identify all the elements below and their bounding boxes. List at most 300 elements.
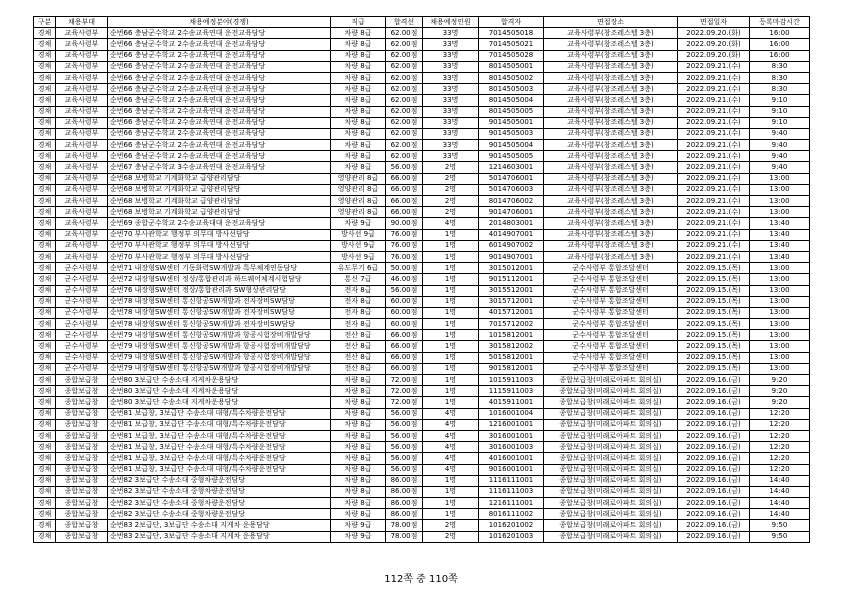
table-row [34,95,810,106]
cell-category: 경채 [34,218,56,229]
cell-category: 경채 [34,285,56,296]
cell-applicant: 9016001001 [479,464,544,475]
cell-interview-date: 2022.09.16.(금) [678,442,750,453]
cell-deadline: 8:30 [750,61,810,72]
cell-interview-date: 2022.09.21.(수) [678,240,750,251]
cell-deadline: 9:40 [750,162,810,173]
cell-category: 경채 [34,363,56,374]
cell-interview-place: 군수사령부 통합조달센터 [544,274,678,285]
cell-interview-date: 2022.09.16.(금) [678,386,750,397]
cell-interview-place: 교육사령부(창조레스텔 3층) [544,140,678,151]
cell-planned-count: 2명 [423,173,479,184]
cell-cutoff: 60.00점 [386,307,423,318]
table-row [34,173,810,184]
cell-deadline: 16:00 [750,39,810,50]
cell-cutoff: 56.00점 [386,408,423,419]
cell-interview-place: 종합보급창(미래로아파트 회의실) [544,419,678,430]
cell-grade: 전자 8급 [331,307,386,318]
cell-interview-place: 종합보급창(미래로아파트 회의실) [544,520,678,531]
cell-interview-place: 교육사령부(창조레스텔 3층) [544,117,678,128]
cell-interview-place: 교육사령부(창조레스텔 3층) [544,61,678,72]
table-row [34,28,810,39]
cell-interview-date: 2022.09.20.(화) [678,28,750,39]
cell-unit: 군수사령부 [56,352,108,363]
cell-category: 경채 [34,319,56,330]
cell-unit: 종합보급창 [56,419,108,430]
cell-deadline: 13:00 [750,330,810,341]
cell-applicant: 8014505003 [479,84,544,95]
cell-applicant: 1015812001 [479,330,544,341]
cell-planned-count: 1명 [423,498,479,509]
cell-field: 순번78 내장형SW센터 통신항공SW개발과 전자장비SW담당 [108,319,331,330]
cell-interview-place: 교육사령부(창조레스텔 3층) [544,251,678,262]
cell-deadline: 9:10 [750,106,810,117]
cell-interview-place: 교육사령부(창조레스텔 3층) [544,184,678,195]
cell-cutoff: 46.00점 [386,274,423,285]
cell-unit: 종합보급창 [56,442,108,453]
cell-deadline: 13:00 [750,341,810,352]
cell-deadline: 9:50 [750,531,810,542]
cell-field: 순번79 내장형SW센터 통신항공SW개발과 항공시험장비개발담당 [108,330,331,341]
cell-applicant: 8014505005 [479,106,544,117]
cell-category: 경채 [34,408,56,419]
cell-deadline: 13:00 [750,263,810,274]
cell-interview-place: 종합보급창(미래로아파트 회의실) [544,498,678,509]
cell-cutoff: 62.00점 [386,140,423,151]
table-row [34,84,810,95]
cell-applicant: 7014505028 [479,50,544,61]
cell-applicant: 4014907001 [479,229,544,240]
cell-unit: 종합보급창 [56,375,108,386]
header-deadline: 등록마감시간 [750,17,810,28]
cell-grade: 차량 8급 [331,117,386,128]
cell-interview-date: 2022.09.16.(금) [678,486,750,497]
cell-planned-count: 33명 [423,39,479,50]
cell-applicant: 3015712001 [479,296,544,307]
cell-unit: 종합보급창 [56,453,108,464]
cell-deadline: 12:20 [750,419,810,430]
cell-unit: 군수사령부 [56,307,108,318]
cell-unit: 종합보급창 [56,486,108,497]
cell-unit: 교육사령부 [56,28,108,39]
cell-planned-count: 1명 [423,341,479,352]
cell-interview-place: 종합보급창(미래로아파트 회의실) [544,375,678,386]
cell-unit: 군수사령부 [56,274,108,285]
cell-applicant: 1216001001 [479,419,544,430]
cell-category: 경채 [34,498,56,509]
cell-category: 경채 [34,520,56,531]
cell-category: 경채 [34,375,56,386]
cell-cutoff: 66.00점 [386,196,423,207]
cell-interview-date: 2022.09.21.(수) [678,207,750,218]
cell-cutoff: 56.00점 [386,162,423,173]
cell-interview-place: 종합보급창(미래로아파트 회의실) [544,453,678,464]
cell-cutoff: 62.00점 [386,128,423,139]
cell-grade: 전자 8급 [331,296,386,307]
cell-field: 순번80 3보급단 수송소대 지게차운용담당 [108,375,331,386]
cell-planned-count: 2명 [423,184,479,195]
cell-cutoff: 78.00점 [386,520,423,531]
cell-grade: 방사선 9급 [331,251,386,262]
cell-interview-date: 2022.09.21.(수) [678,72,750,83]
table-row [34,386,810,397]
cell-planned-count: 1명 [423,330,479,341]
cell-grade: 차량 8급 [331,72,386,83]
cell-unit: 군수사령부 [56,363,108,374]
cell-interview-date: 2022.09.15.(목) [678,296,750,307]
cell-unit: 교육사령부 [56,207,108,218]
table-row [34,285,810,296]
cell-field: 순번68 보병학교 기계화학교 급양관리담당 [108,173,331,184]
table-row [34,464,810,475]
cell-grade: 차량 8급 [331,50,386,61]
table-row [34,430,810,441]
cell-interview-date: 2022.09.16.(금) [678,520,750,531]
cell-field: 순번66 충남군수학교 2수송교육연대 운전교육담당 [108,106,331,117]
cell-applicant: 7015712002 [479,319,544,330]
table-row [34,151,810,162]
cell-planned-count: 33명 [423,117,479,128]
cell-grade: 차량 8급 [331,430,386,441]
table-row [34,307,810,318]
cell-planned-count: 1명 [423,285,479,296]
cell-applicant: 8014706002 [479,196,544,207]
cell-cutoff: 62.00점 [386,28,423,39]
cell-applicant: 9014505001 [479,117,544,128]
cell-cutoff: 78.00점 [386,531,423,542]
cell-interview-date: 2022.09.15.(목) [678,319,750,330]
table-row [34,117,810,128]
header-field: 채용예정분야(경쟁) [108,17,331,28]
header-category: 구분 [34,17,56,28]
cell-grade: 차량 8급 [331,84,386,95]
cell-cutoff: 72.00점 [386,386,423,397]
cell-grade: 차량 9급 [331,531,386,542]
cell-planned-count: 2명 [423,207,479,218]
cell-interview-place: 종합보급창(미래로아파트 회의실) [544,442,678,453]
cell-grade: 차량 8급 [331,162,386,173]
cell-grade: 영양관리 8급 [331,196,386,207]
cell-applicant: 3015012001 [479,263,544,274]
cell-interview-place: 교육사령부(창조레스텔 3층) [544,106,678,117]
cell-interview-place: 군수사령부 통합조달센터 [544,319,678,330]
cell-field: 순번81 보급창, 3보급단 수송소대 대형/특수차량운전담당 [108,442,331,453]
cell-category: 경채 [34,419,56,430]
cell-deadline: 9:20 [750,397,810,408]
table-row [34,196,810,207]
cell-applicant: 1115911003 [479,386,544,397]
cell-cutoff: 86.00점 [386,475,423,486]
cell-interview-date: 2022.09.16.(금) [678,509,750,520]
cell-planned-count: 1명 [423,319,479,330]
cell-unit: 교육사령부 [56,39,108,50]
cell-grade: 방사선 9급 [331,229,386,240]
cell-field: 순번66 충남군수학교 2수송교육연대 운전교육담당 [108,72,331,83]
cell-category: 경채 [34,128,56,139]
cell-cutoff: 56.00점 [386,442,423,453]
cell-cutoff: 76.00점 [386,240,423,251]
table-row [34,296,810,307]
cell-planned-count: 1명 [423,475,479,486]
cell-interview-place: 교육사령부(창조레스텔 3층) [544,162,678,173]
cell-unit: 종합보급창 [56,464,108,475]
cell-interview-date: 2022.09.21.(수) [678,173,750,184]
cell-cutoff: 76.00점 [386,229,423,240]
cell-cutoff: 62.00점 [386,39,423,50]
cell-interview-place: 종합보급창(미래로아파트 회의실) [544,430,678,441]
cell-interview-place: 군수사령부 통합조달센터 [544,341,678,352]
cell-category: 경채 [34,184,56,195]
cell-cutoff: 56.00점 [386,285,423,296]
table-row [34,531,810,542]
cell-field: 순번82 3보급단 수송소대 중형차량운전담당 [108,498,331,509]
cell-grade: 전산 8급 [331,352,386,363]
cell-deadline: 13:00 [750,319,810,330]
cell-field: 순번66 충남군수학교 2수송교육연대 운전교육담당 [108,95,331,106]
cell-category: 경채 [34,229,56,240]
cell-grade: 차량 8급 [331,95,386,106]
cell-interview-date: 2022.09.15.(목) [678,363,750,374]
cell-applicant: 1016201002 [479,520,544,531]
cell-deadline: 13:40 [750,218,810,229]
cell-interview-date: 2022.09.16.(금) [678,430,750,441]
cell-grade: 차량 8급 [331,28,386,39]
table-row [34,319,810,330]
cell-interview-date: 2022.09.15.(목) [678,341,750,352]
cell-interview-place: 교육사령부(창조레스텔 3층) [544,196,678,207]
cell-applicant: 8014505001 [479,61,544,72]
cell-deadline: 12:20 [750,442,810,453]
table-row [34,363,810,374]
cell-field: 순번83 2보급단, 3보급단 수송소대 지게차 운용담당 [108,520,331,531]
cell-grade: 차량 8급 [331,442,386,453]
cell-field: 순번70 부사관학교 행정부 의무대 방사선담당 [108,251,331,262]
cell-planned-count: 33명 [423,106,479,117]
cell-planned-count: 1명 [423,352,479,363]
cell-applicant: 3015512001 [479,285,544,296]
cell-grade: 차량 8급 [331,486,386,497]
cell-cutoff: 66.00점 [386,341,423,352]
cell-cutoff: 56.00점 [386,430,423,441]
cell-grade: 차량 8급 [331,39,386,50]
cell-unit: 교육사령부 [56,50,108,61]
cell-interview-date: 2022.09.21.(수) [678,117,750,128]
cell-interview-place: 교육사령부(창조레스텔 3층) [544,84,678,95]
cell-applicant: 1015911003 [479,375,544,386]
table-row [34,442,810,453]
cell-applicant: 4016001001 [479,453,544,464]
cell-cutoff: 66.00점 [386,173,423,184]
cell-applicant: 8016111002 [479,509,544,520]
cell-unit: 교육사령부 [56,196,108,207]
cell-applicant: 4015712001 [479,307,544,318]
cell-interview-date: 2022.09.21.(수) [678,84,750,95]
cell-interview-date: 2022.09.16.(금) [678,464,750,475]
cell-interview-place: 종합보급창(미래로아파트 회의실) [544,397,678,408]
cell-grade: 통신 7급 [331,274,386,285]
cell-category: 경채 [34,475,56,486]
cell-planned-count: 2명 [423,196,479,207]
cell-interview-date: 2022.09.15.(목) [678,285,750,296]
cell-unit: 군수사령부 [56,296,108,307]
cell-deadline: 13:40 [750,251,810,262]
cell-cutoff: 90.00점 [386,218,423,229]
cell-interview-place: 종합보급창(미래로아파트 회의실) [544,386,678,397]
cell-deadline: 13:00 [750,296,810,307]
cell-unit: 종합보급창 [56,430,108,441]
cell-grade: 영양관리 8급 [331,173,386,184]
cell-planned-count: 2명 [423,531,479,542]
cell-cutoff: 60.00점 [386,296,423,307]
cell-grade: 전산 8급 [331,330,386,341]
cell-field: 순번81 보급창, 3보급단 수송소대 대형/특수차량운전담당 [108,430,331,441]
cell-applicant: 9014706001 [479,207,544,218]
cell-field: 순번80 3보급단 수송소대 지게차운용담당 [108,386,331,397]
cell-field: 순번66 충남군수학교 2수송교육연대 운전교육담당 [108,128,331,139]
cell-field: 순번79 내장형SW센터 통신항공SW개발과 항공시험장비개발담당 [108,352,331,363]
cell-category: 경채 [34,486,56,497]
cell-applicant: 1116111003 [479,486,544,497]
cell-unit: 종합보급창 [56,397,108,408]
cell-field: 순번66 충남군수학교 2수송교육연대 운전교육담당 [108,61,331,72]
cell-field: 순번66 충남군수학교 2수송교육연대 운전교육담당 [108,117,331,128]
cell-planned-count: 33명 [423,140,479,151]
cell-interview-date: 2022.09.16.(금) [678,375,750,386]
cell-deadline: 13:40 [750,229,810,240]
table-row [34,106,810,117]
cell-interview-date: 2022.09.16.(금) [678,498,750,509]
cell-cutoff: 62.00점 [386,117,423,128]
cell-grade: 차량 8급 [331,375,386,386]
cell-deadline: 9:40 [750,128,810,139]
cell-deadline: 13:00 [750,307,810,318]
cell-field: 순번67 충남군수학교 3수송교육연대 운전교육담당 [108,162,331,173]
cell-planned-count: 33명 [423,95,479,106]
cell-deadline: 12:20 [750,453,810,464]
cell-grade: 차량 8급 [331,498,386,509]
cell-category: 경채 [34,330,56,341]
cell-grade: 유도무기 6급 [331,263,386,274]
page-number: 112쪽 중 110쪽 [384,574,458,585]
table-row [34,162,810,173]
cell-grade: 전자 8급 [331,319,386,330]
cell-interview-place: 군수사령부 통합조달센터 [544,285,678,296]
cell-grade: 차량 9급 [331,520,386,531]
cell-interview-date: 2022.09.21.(수) [678,218,750,229]
cell-cutoff: 62.00점 [386,84,423,95]
cell-applicant: 7014505018 [479,28,544,39]
cell-field: 순번79 내장형SW센터 통신항공SW개발과 항공시험장비개발담당 [108,341,331,352]
cell-category: 경채 [34,117,56,128]
table-row [34,218,810,229]
cell-unit: 교육사령부 [56,240,108,251]
cell-deadline: 14:40 [750,475,810,486]
cell-deadline: 9:10 [750,117,810,128]
cell-applicant: 5014706003 [479,184,544,195]
cell-planned-count: 1명 [423,274,479,285]
cell-cutoff: 86.00점 [386,486,423,497]
cell-category: 경채 [34,196,56,207]
cell-field: 순번66 충남군수학교 2수송교육연대 운전교육담당 [108,84,331,95]
cell-interview-date: 2022.09.21.(수) [678,128,750,139]
cell-field: 순번81 보급창, 3보급단 수송소대 대형/특수차량운전담당 [108,464,331,475]
cell-unit: 교육사령부 [56,251,108,262]
cell-category: 경채 [34,151,56,162]
cell-category: 경채 [34,106,56,117]
cell-planned-count: 1명 [423,240,479,251]
table-row [34,475,810,486]
cell-applicant: 9014505004 [479,140,544,151]
cell-planned-count: 4명 [423,453,479,464]
cell-deadline: 14:40 [750,498,810,509]
cell-grade: 차량 8급 [331,464,386,475]
cell-field: 순번70 부사관학교 행정부 의무대 방사선담당 [108,240,331,251]
cell-interview-place: 교육사령부(창조레스텔 3층) [544,50,678,61]
cell-unit: 교육사령부 [56,84,108,95]
cell-unit: 교육사령부 [56,229,108,240]
cell-grade: 차량 8급 [331,453,386,464]
cell-unit: 종합보급창 [56,498,108,509]
cell-interview-place: 군수사령부 통합조달센터 [544,263,678,274]
table-row [34,229,810,240]
cell-field: 순번66 충남군수학교 2수송교육연대 운전교육담당 [108,50,331,61]
cell-interview-date: 2022.09.16.(금) [678,475,750,486]
cell-category: 경채 [34,296,56,307]
cell-category: 경채 [34,509,56,520]
cell-field: 순번82 3보급단 수송소대 중형차량운전담당 [108,509,331,520]
cell-planned-count: 1명 [423,263,479,274]
cell-category: 경채 [34,531,56,542]
cell-interview-place: 교육사령부(창조레스텔 3층) [544,151,678,162]
cell-cutoff: 66.00점 [386,330,423,341]
cell-interview-date: 2022.09.15.(목) [678,352,750,363]
cell-field: 순번76 내장형SW센터 정상/통합관리과 SW형상관리담당 [108,285,331,296]
cell-cutoff: 62.00점 [386,151,423,162]
cell-interview-date: 2022.09.21.(수) [678,162,750,173]
cell-interview-place: 교육사령부(창조레스텔 3층) [544,229,678,240]
cell-category: 경채 [34,207,56,218]
cell-interview-place: 교육사령부(창조레스텔 3층) [544,128,678,139]
cell-unit: 군수사령부 [56,285,108,296]
table-row [34,39,810,50]
cell-unit: 교육사령부 [56,106,108,117]
cell-field: 순번81 보급창, 3보급단 수송소대 대형/특수차량운전담당 [108,453,331,464]
cell-field: 순번81 보급창, 3보급단 수송소대 대형/특수차량운전담당 [108,419,331,430]
cell-interview-date: 2022.09.15.(목) [678,263,750,274]
cell-interview-date: 2022.09.21.(수) [678,95,750,106]
cell-unit: 종합보급창 [56,531,108,542]
cell-interview-place: 교육사령부(창조레스텔 3층) [544,207,678,218]
cell-deadline: 12:20 [750,430,810,441]
cell-unit: 교육사령부 [56,95,108,106]
cell-category: 경채 [34,397,56,408]
cell-deadline: 13:00 [750,173,810,184]
cell-category: 경채 [34,274,56,285]
cell-interview-place: 군수사령부 통합조달센터 [544,352,678,363]
cell-category: 경채 [34,442,56,453]
cell-interview-place: 교육사령부(창조레스텔 3층) [544,173,678,184]
cell-unit: 교육사령부 [56,218,108,229]
cell-unit: 종합보급창 [56,520,108,531]
cell-field: 순번81 보급창, 3보급단 수송소대 대형/특수차량운전담당 [108,408,331,419]
cell-category: 경채 [34,386,56,397]
cell-field: 순번78 내장형SW센터 통신항공SW개발과 전자장비SW담당 [108,296,331,307]
table-row [34,140,810,151]
cell-planned-count: 1명 [423,251,479,262]
table-row [34,408,810,419]
cell-applicant: 9014907001 [479,251,544,262]
cell-interview-date: 2022.09.21.(수) [678,140,750,151]
